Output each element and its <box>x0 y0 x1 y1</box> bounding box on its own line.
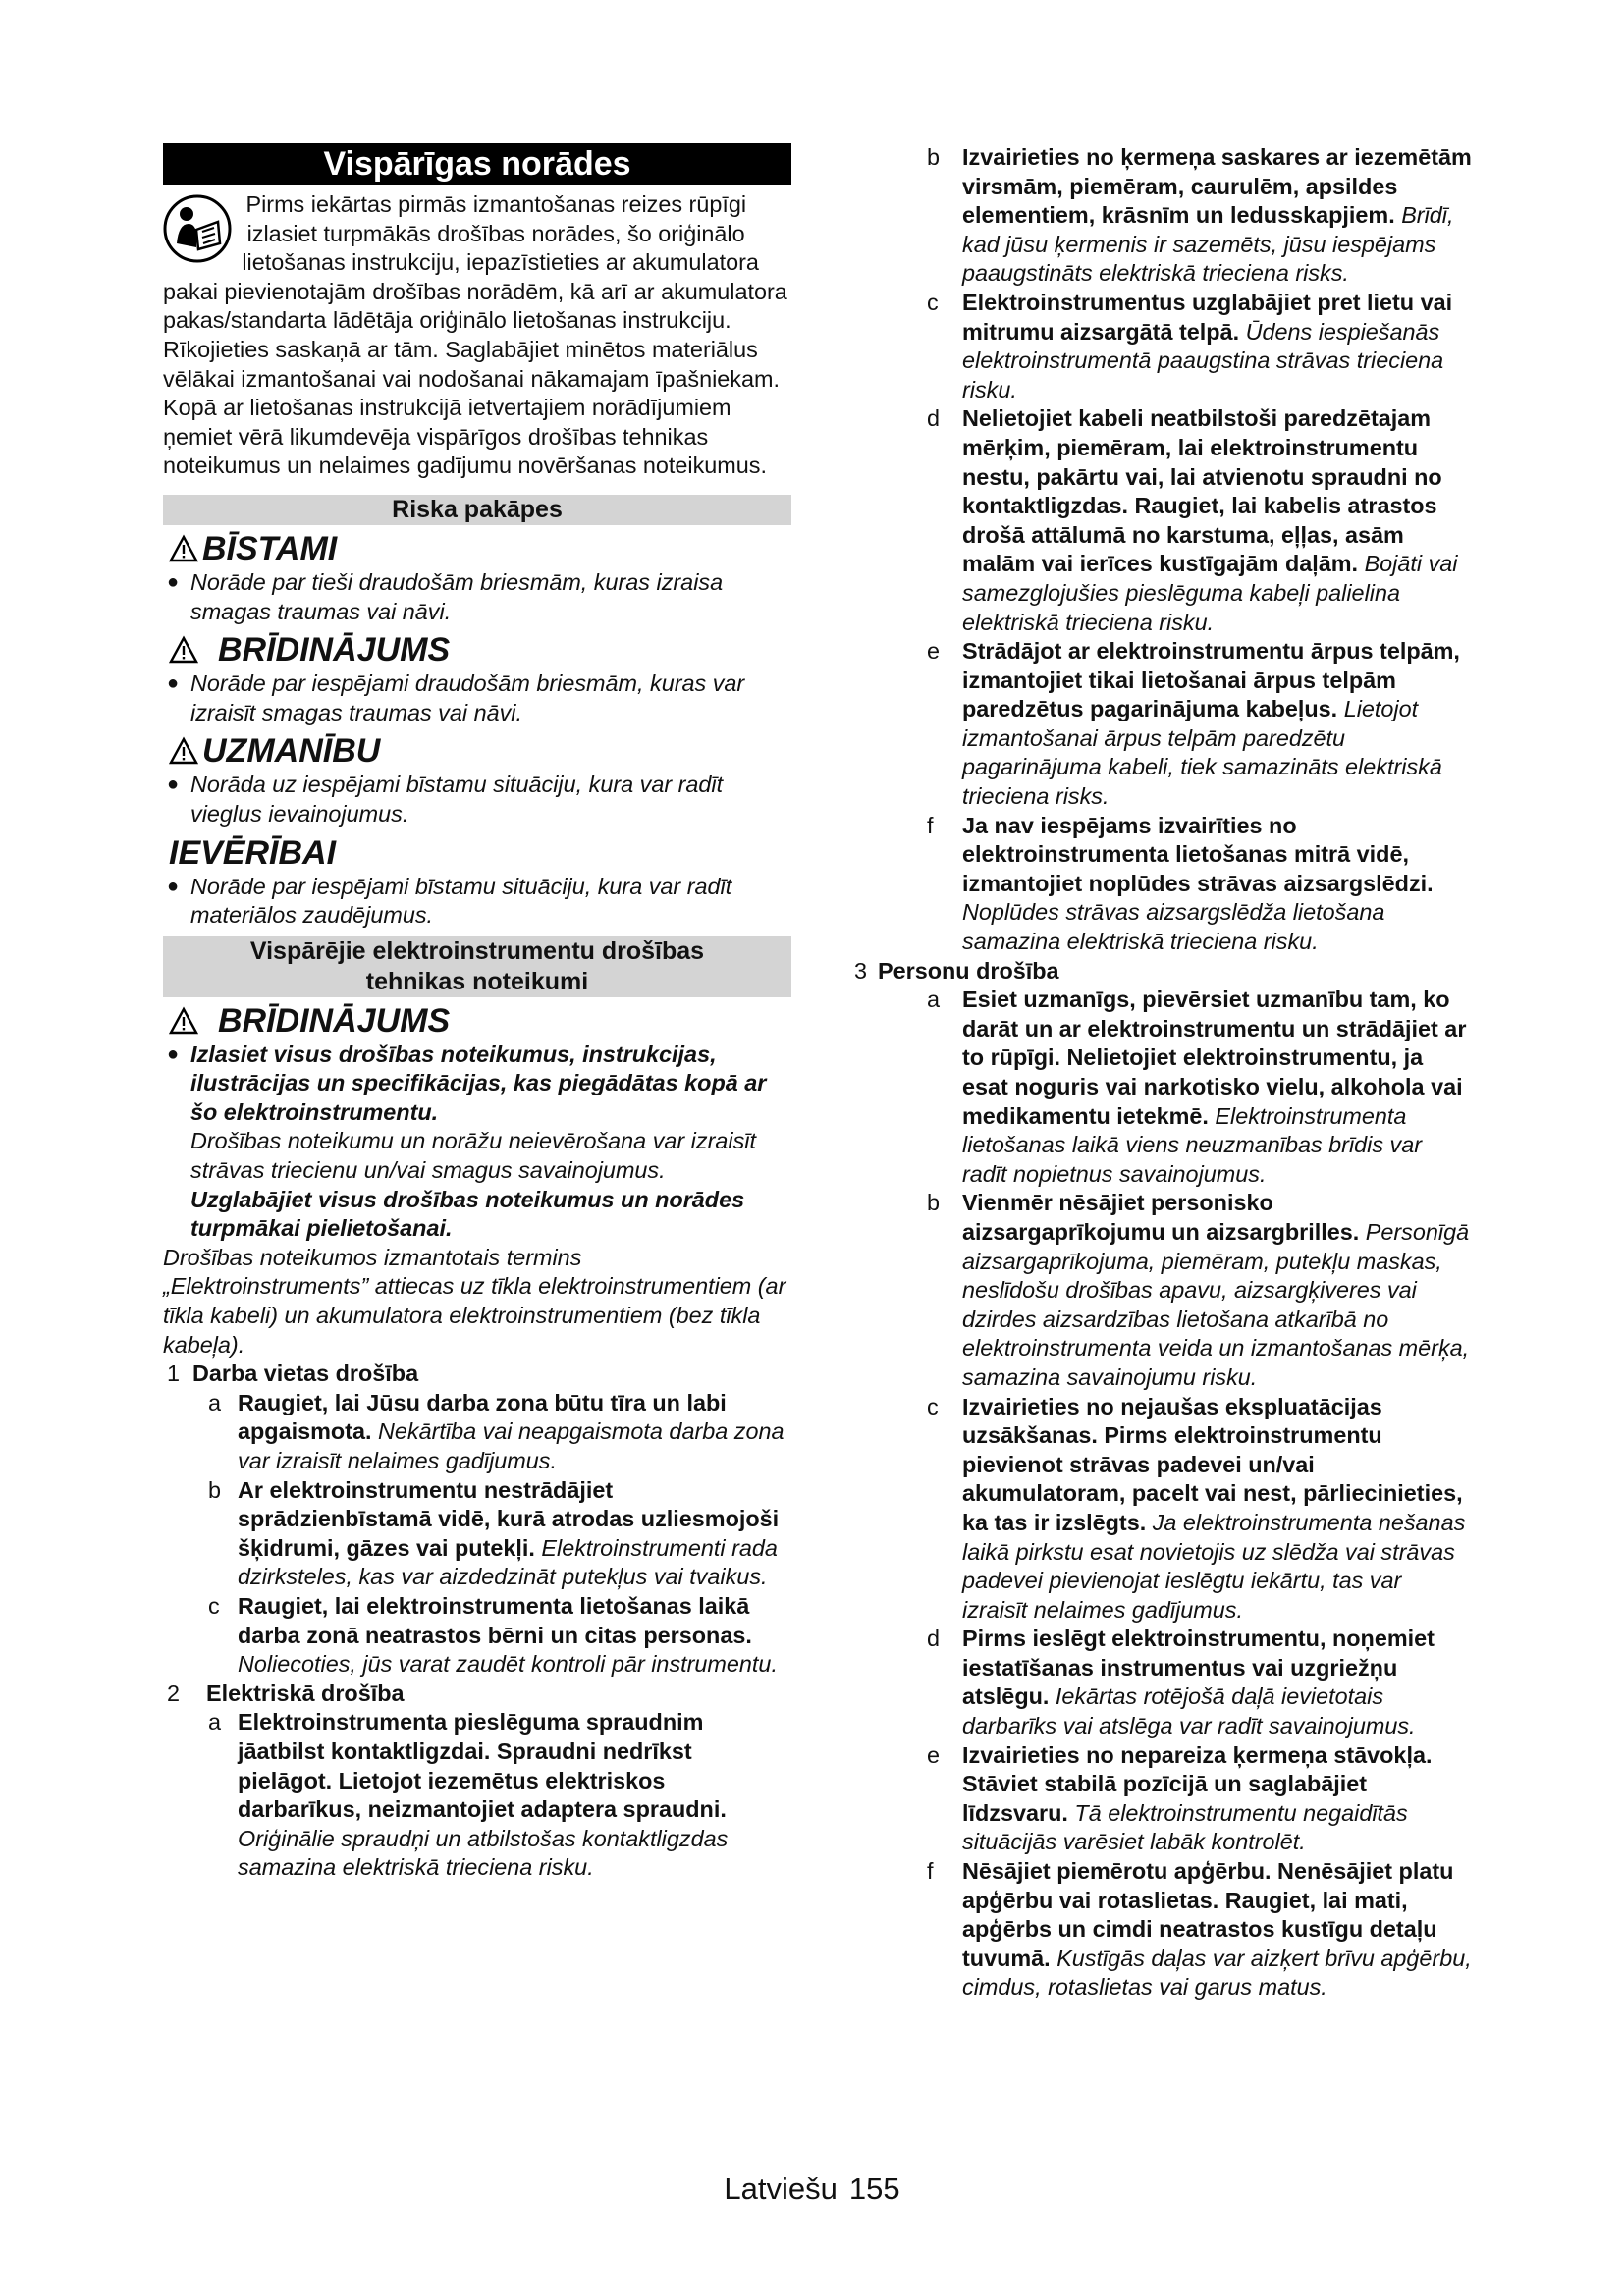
keep-instructions: Uzglabājiet visus drošības noteikumus un norādes turpmākai pielietošanai. <box>190 1186 745 1242</box>
read-all-consequence: Drošības noteikumu un norāžu neievērošana var izraisīt strāvas triecienu un/vai smagus savainojumus. <box>190 1128 756 1184</box>
section-title: Personu drošība <box>878 957 1059 984</box>
section-work-area: 1 Darba vietas drošība <box>163 1360 791 1389</box>
footer-language: Latviešu <box>724 2171 838 2206</box>
list-item: a Raugiet, lai Jūsu darba zona būtu tīra un labi apgaismota. Nekārtība vai neapgaismota darba zona var izraisīt nelaimes gadījumus. <box>208 1389 785 1473</box>
list-item: b Ar elektroinstrumentu nestrādājiet sprādzienbīstamā vidē, kurā atrodas uzliesmojoši šķidrumi, gāzes vai putekļi. Elektroinstrumenti rada dzirksteles, kas var aizdedzināt putekļus vai tvaikus. <box>208 1476 780 1590</box>
term-definition: Drošības noteikumos izmantotais termins „Elektroinstruments” attiecas uz tīkla elektroinstrumentiem (ar tīkla kabeli) un akumulatora elektroinstrumentiem (bez tīkla kabeļa). <box>163 1244 786 1358</box>
warning-triangle-icon <box>169 534 198 563</box>
left-column: Vispārīgas norādes Pirms iekārtas pirmās izmantošanas reizes rūpīgi izlasiet turpmākās drošības norādes, šo oriģinālo lietošanas instrukciju, iepazīstieties ar akumulatora pakai pievienotajām drošības norādēm, kā arī ar akumulatora pakas/standarta lādētāja oriģinālo lietošanas instrukciju. Rīkojieties saskaņā ar tām. Saglabājiet minētos materiālus vēlākai izmantošanai vai nodošanai nākamajam īpašniekam. Kopā ar lietošanas instrukcijā ietvertajiem norādījumiem ņemiet vērā likumdevēja vispārīgos drošības tehnikas noteikumus un nelaimes gadījumu novēršanas noteikumus. Riska pakāpes BĪSTAMI ● Norāde par tieši draudošām briesmām, kuras izraisa smagas traumas vai nāvi. BRĪDINĀJUMS ● Norāde par iespējami draudošām briesmām, kuras var izraisīt smagas traumas vai nāvi. UZMANĪBU ● Norāda uz iespējami bīstamu situāciju, kura var radīt vieglus ievainojumus. IEVĒRĪBAI ● Norāde par iespējami bīstamu situāciju, kura var radīt materiālos zaudējumus. Vispārējie elektroinstrumentu drošības tehnikas noteikumi BRĪDINĀJUMS ● Izlasiet visus drošības noteikumus, instrukcijas, ilustrācijas un specifikācijas, kas piegādātas kopā ar šo elektroinstrumentu. Drošības noteikumu un norāžu neievērošana var izraisīt strāvas triecienu un/vai smagus savainojumus. Uzglabājiet visus drošības noteikumus un norādes turpmākai pielietošanai. Drošības noteikumos izmantotais termins „Elektroinstruments” attiecas uz tīkla elektroinstrumentiem (ar tīkla kabeli) un akumulatora elektroinstrumentiem (bez tīkla kabeļa). 1 Darba vietas drošība a Raugiet, lai Jūsu darba zona būtu tīra un labi apgaismota. Nekārtība vai neapgaismota darba zona var izraisīt nelaimes gadījumus. b Ar elektroinstrumentu nestrādājiet sprādzienbīstamā vidē, kurā atrodas uzliesmojoši šķidrumi, gāzes vai putekļi. Elektroinstrumenti rada dzirksteles, kas var aizdedzināt putekļus vai tvaikus. c Raugiet, lai elektroinstrumenta lietošanas laikā darba zonā neatrastos bērni un citas personas. Noliecoties, jūs varat zaudēt kontroli pār instrumentu. 2 Elektriskā drošība a Elektroinstrumenta pieslēguma spraudnim jāatbilst kontaktligzdai. Spraudni nedrīkst pielāgot. Lietojot iezemētus elektriskos darbarīkus, neizmantojiet adaptera spraudni. Oriģinālie spraudņi un atbilstošas kontaktligzdas samazina elektriskā trieciena risku. <box>163 143 791 1883</box>
intro-paragraph-1: Pirms iekārtas pirmās izmantošanas reizes rūpīgi izlasiet turpmākās drošības norādes, šo oriģinālo lietošanas instrukciju, iepazīstieties ar akumulatora pakai pievienotajām drošības norādēm, kā arī ar akumulatora pakas/standarta lādētāja oriģinālo lietošanas instrukciju. Rīkojieties saskaņā ar tām. Saglabājiet minētos materiālus vēlākai izmantošanai vai nodošanai nākamajam īpašniekam. <box>163 191 787 392</box>
risk-level-text: Norāde par tieši draudošām briesmām, kuras izraisa smagas traumas vai nāvi. <box>190 568 724 624</box>
list-item: c Izvairieties no nejaušas ekspluatācijas uzsākšanas. Pirms elektroinstrumentu pievienot strāvas padevei un/vai akumulatoram, pacelt vai nest, pārliecinieties, ka tas ir izslēgts. Ja elektroinstrumenta nešanas laikā pirkstu esat novietojis uz slēdža vai strāvas padevei pievienojat ieslēgtu iekārtu, tas var izraisīt nelaimes gadījumus. <box>927 1393 1466 1623</box>
risk-level-notice: IEVĒRĪBAI ● Norāde par iespējami bīstamu situāciju, kura var radīt materiālos zaudējumus. <box>163 833 791 931</box>
read-all-instructions: Izlasiet visus drošības noteikumus, instrukcijas, ilustrācijas un specifikācijas, kas piegādātas kopā ar šo elektroinstrumentu. <box>190 1041 767 1125</box>
risk-levels-heading: Riska pakāpes <box>163 495 791 525</box>
warning-triangle-icon <box>169 635 198 665</box>
intro <box>163 190 791 481</box>
general-warning-label: BRĪDINĀJUMS <box>218 1001 451 1040</box>
list-item: a Elektroinstrumenta pieslēguma spraudnim jāatbilst kontaktligzdai. Spraudni nedrīkst pielāgot. Lietojot iezemētus elektriskos darbarīkus, neizmantojiet adaptera spraudni. Oriģinālie spraudņi un atbilstošas kontaktligzdas samazina elektriskā trieciena risku. <box>208 1709 729 1881</box>
page-number: 155 <box>848 2171 900 2206</box>
warning-triangle-icon <box>169 736 198 766</box>
risk-level-label: BRĪDINĀJUMS <box>218 631 451 669</box>
list-item: d Pirms ieslēgt elektroinstrumentu, noņemiet iestatīšanas instrumentus vai uzgriežņu atslēgu. Iekārtas rotējošā daļā ievietotais darbarīks vai atslēga var radīt savainojumus. <box>927 1626 1435 1739</box>
risk-level-text: Norāde par iespējami draudošām briesmām, kuras var izraisīt smagas traumas vai nāvi. <box>190 670 745 725</box>
list-item: f Nēsājiet piemērotu apģērbu. Nenēsājiet platu apģērbu vai rotaslietas. Raugiet, lai mati, apģērbs un cimdi neatrastos kustīgu detaļu tuvumā. Kustīgās daļas var aizķert brīvu apģērbu, cimdus, rotaslietas vai garus matus. <box>927 1858 1472 2001</box>
general-safety-heading: Vispārējie elektroinstrumentu drošības tehnikas noteikumi <box>163 936 791 997</box>
risk-level-text: Norāda uz iespējami bīstamu situāciju, kura var radīt vieglus ievainojumus. <box>190 772 724 827</box>
warning-triangle-icon <box>169 1006 198 1036</box>
list-item: f Ja nav iespējams izvairīties no elektroinstrumenta lietošanas mitrā vidē, izmantojiet noplūdes strāvas aizsargslēdzi. Noplūdes strāvas aizsargslēdža lietošana samazina elektriskā trieciena risku. <box>927 812 1434 955</box>
risk-level-caution: UZMANĪBU ● Norāda uz iespējami bīstamu situāciju, kura var radīt vieglus ievainojumus. <box>163 731 791 828</box>
list-item: e Strādājot ar elektroinstrumentu ārpus telpām, izmantojiet tikai lietošanai ārpus telpām paredzētus pagarinājuma kabeļus. Lietojot izmantošanai ārpus telpām paredzētu pagarinājuma kabeli, tiek samazināts elektriskā trieciena risks. <box>927 638 1460 810</box>
risk-level-warning: BRĪDINĀJUMS ● Norāde par iespējami draudošām briesmām, kuras var izraisīt smagas traumas vai nāvi. <box>163 630 791 727</box>
list-item: a Esiet uzmanīgs, pievērsiet uzmanību tam, ko darāt un ar elektroinstrumentu un strādājiet ar to rūpīgi. Nelietojiet elektroinstrumentu, ja esat noguris vai narkotisko vielu, alkohola vai medikamentu ietekmē. Elektroinstrumenta lietošanas laikā viens neuzmanības brīdis var radīt nopietnus savainojumus. <box>927 987 1467 1187</box>
section-title: Elektriskā drošība <box>206 1680 405 1706</box>
risk-level-text: Norāde par iespējami bīstamu situāciju, kura var radīt materiālos zaudējumus. <box>190 873 732 929</box>
list-item: b Vienmēr nēsājiet personisko aizsargaprīkojumu un aizsargbrilles. Personīgā aizsargaprīkojuma, piemēram, putekļu maskas, neslīdošu drošības apavu, aizsargķiveres vai dzirdes aizsardzības lietošana atkarībā no elektroinstrumenta veida un izmantošanas mērķa, samazina savainojumu risku. <box>927 1190 1470 1390</box>
list-item: b Izvairieties no ķermeņa saskares ar iezemētām virsmām, piemēram, caurulēm, apsildes elementiem, krāsnīm un ledusskapjiem. Brīdī, kad jūsu ķermenis ir sazemēts, jūsu iespējams paaugstināts elektriskā trieciena risks. <box>927 144 1472 287</box>
risk-level-danger: BĪSTAMI ● Norāde par tieši draudošām briesmām, kuras izraisa smagas traumas vai nāvi. <box>163 529 791 626</box>
risk-level-label: BĪSTAMI <box>202 529 338 567</box>
list-item: e Izvairieties no nepareiza ķermeņa stāvokļa. Stāviet stabilā pozīcijā un saglabājiet līdzsvaru. Tā elektroinstrumentu negaidītās situācijās varēsiet labāk kontrolēt. <box>927 1741 1433 1855</box>
section-title: Darba vietas drošība <box>192 1361 419 1387</box>
intro-paragraph-2: Kopā ar lietošanas instrukcijā ietvertajiem norādījumiem ņemiet vērā likumdevēja vispārīgos drošības tehnikas noteikumus un nelaimes gadījumu novēršanas noteikumus. <box>163 395 767 479</box>
section-electrical-safety: 2 Elektriskā drošība <box>163 1680 791 1709</box>
read-manual-icon <box>163 194 232 263</box>
list-item: d Nelietojiet kabeli neatbilstoši paredzētajam mērķim, piemēram, lai elektroinstrumentu nestu, pakārtu vai, lai atvienotu spraudni no kontaktligzdas. Raugiet, lai kabelis atrastos drošā attālumā no karstuma, eļļas, asām malām vai ierīces kustīgajām daļām. Bojāti vai samezglojušies pieslēguma kabeļi palielina elektriskā trieciena risku. <box>927 405 1458 635</box>
risk-level-label: UZMANĪBU <box>202 732 381 771</box>
page-title: Vispārīgas norādes <box>163 143 791 185</box>
list-item: c Elektroinstrumentus uzglabājiet pret lietu vai mitrumu aizsargātā telpā. Ūdens iespiešanās elektroinstrumentā paaugstina strāvas trieciena risku. <box>927 289 1453 402</box>
risk-level-label: IEVĒRĪBAI <box>169 833 337 872</box>
list-item: c Raugiet, lai elektroinstrumenta lietošanas laikā darba zonā neatrastos bērni un citas personas. Noliecoties, jūs varat zaudēt kontroli pār instrumentu. <box>208 1592 778 1678</box>
section-personal-safety: 3 Personu drošība <box>854 957 1473 987</box>
right-column <box>854 143 1473 2002</box>
page-footer <box>0 2169 1624 2209</box>
